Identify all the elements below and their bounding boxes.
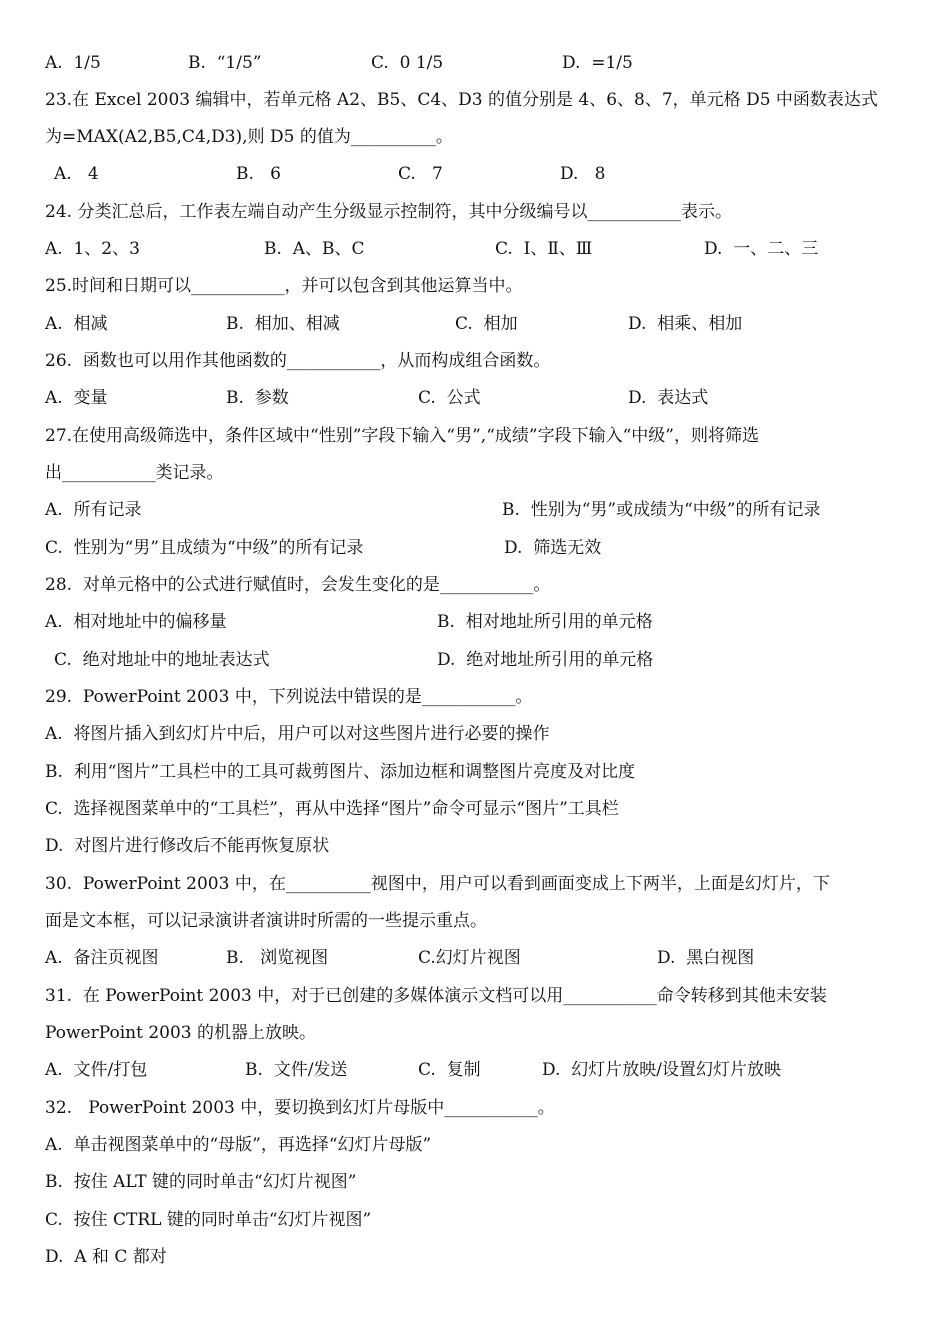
answer-option: A. 4 [54,164,99,184]
answer-option: C. 公式 [418,388,481,408]
question-text: A. 将图片插入到幻灯片中后，用户可以对这些图片进行必要的操作 [45,724,550,744]
question-text: D. 对图片进行修改后不能再恢复原状 [45,836,330,856]
question-text: 为=MAX(A2,B5,C4,D3),则 D5 的值为__________。 [45,127,453,147]
answer-option: A. 1/5 [45,53,101,73]
answer-option: B. 浏览视图 [226,948,329,968]
question-text: 32. PowerPoint 2003 中，要切换到幻灯片母版中___________。 [45,1098,555,1118]
answer-option: C. 相加 [455,314,518,334]
answer-option: A. 备注页视图 [45,948,159,968]
question-text: 28. 对单元格中的公式进行赋值时，会发生变化的是___________。 [45,575,551,595]
answer-option: A. 相减 [45,314,108,334]
answer-option: A. 相对地址中的偏移量 [45,612,227,632]
question-text: 出___________类记录。 [45,463,224,483]
question-text: 23.在 Excel 2003 编辑中，若单元格 A2、B5、C4、D3 的值分别是 4、6、8、7，单元格 D5 中函数表达式 [45,90,878,110]
question-text: 26. 函数也可以用作其他函数的___________，从而构成组合函数。 [45,351,551,371]
answer-option: B. 6 [236,164,281,184]
answer-option: B. 相加、相减 [226,314,340,334]
answer-option: C. 复制 [418,1060,481,1080]
question-text: 面是文本框，可以记录演讲者演讲时所需的一些提示重点。 [45,911,487,931]
answer-option: D. 绝对地址所引用的单元格 [437,650,654,670]
answer-option: A. 文件/打包 [45,1060,148,1080]
question-text: 31. 在 PowerPoint 2003 中，对于已创建的多媒体演示文档可以用___________命令转移到其他未安装 [45,986,827,1006]
answer-option: B. 性别为“男”或成绩为“中级”的所有记录 [502,500,821,520]
answer-option: D. 8 [560,164,606,184]
answer-option: D. 表达式 [628,388,709,408]
question-text: C. 选择视图菜单中的“工具栏”，再从中选择“图片”命令可显示“图片”工具栏 [45,799,619,819]
answer-option: C. 7 [398,164,443,184]
question-text: B. 利用“图片”工具栏中的工具可裁剪图片、添加边框和调整图片亮度及对比度 [45,762,636,782]
question-text: 24. 分类汇总后，工作表左端自动产生分级显示控制符，其中分级编号以___________表示。 [45,202,732,222]
answer-option: B. A、B、C [264,239,365,259]
answer-option: A. 所有记录 [45,500,142,520]
question-text: 25.时间和日期可以___________，并可以包含到其他运算当中。 [45,276,523,296]
question-text: A. 单击视图菜单中的“母版”，再选择“幻灯片母版” [45,1135,432,1155]
answer-option: A. 1、2、3 [45,239,140,259]
answer-option: B. 参数 [226,388,289,408]
answer-option: B. 文件/发送 [245,1060,348,1080]
answer-option: C. 0 1/5 [371,53,444,73]
answer-option: C. Ⅰ、Ⅱ、Ⅲ [495,239,593,259]
answer-option: C.幻灯片视图 [418,948,521,968]
question-text: D. A 和 C 都对 [45,1247,167,1267]
answer-option: D. 幻灯片放映/设置幻灯片放映 [542,1060,781,1080]
question-text: 30. PowerPoint 2003 中，在__________视图中，用户可以看到画面变成上下两半，上面是幻灯片，下 [45,874,830,894]
answer-option: A. 变量 [45,388,108,408]
question-text: C. 按住 CTRL 键的同时单击“幻灯片视图” [45,1210,372,1230]
answer-option: C. 绝对地址中的地址表达式 [54,650,270,670]
answer-option: C. 性别为“男”且成绩为“中级”的所有记录 [45,538,364,558]
question-text: PowerPoint 2003 的机器上放映。 [45,1023,316,1043]
question-text: B. 按住 ALT 键的同时单击“幻灯片视图” [45,1172,357,1192]
answer-option: D. 黑白视图 [657,948,755,968]
question-text: 27.在使用高级筛选中，条件区域中“性别”字段下输入“男”,“成绩”字段下输入“中级”，则将筛选 [45,426,759,446]
answer-option: B. “1/5” [188,53,262,73]
question-text: 29. PowerPoint 2003 中，下列说法中错误的是___________。 [45,687,533,707]
answer-option: D. 相乘、相加 [628,314,743,334]
answer-option: D. 一、二、三 [704,239,819,259]
answer-option: B. 相对地址所引用的单元格 [437,612,653,632]
answer-option: D. 筛选无效 [504,538,602,558]
answer-option: D. =1/5 [562,53,633,73]
